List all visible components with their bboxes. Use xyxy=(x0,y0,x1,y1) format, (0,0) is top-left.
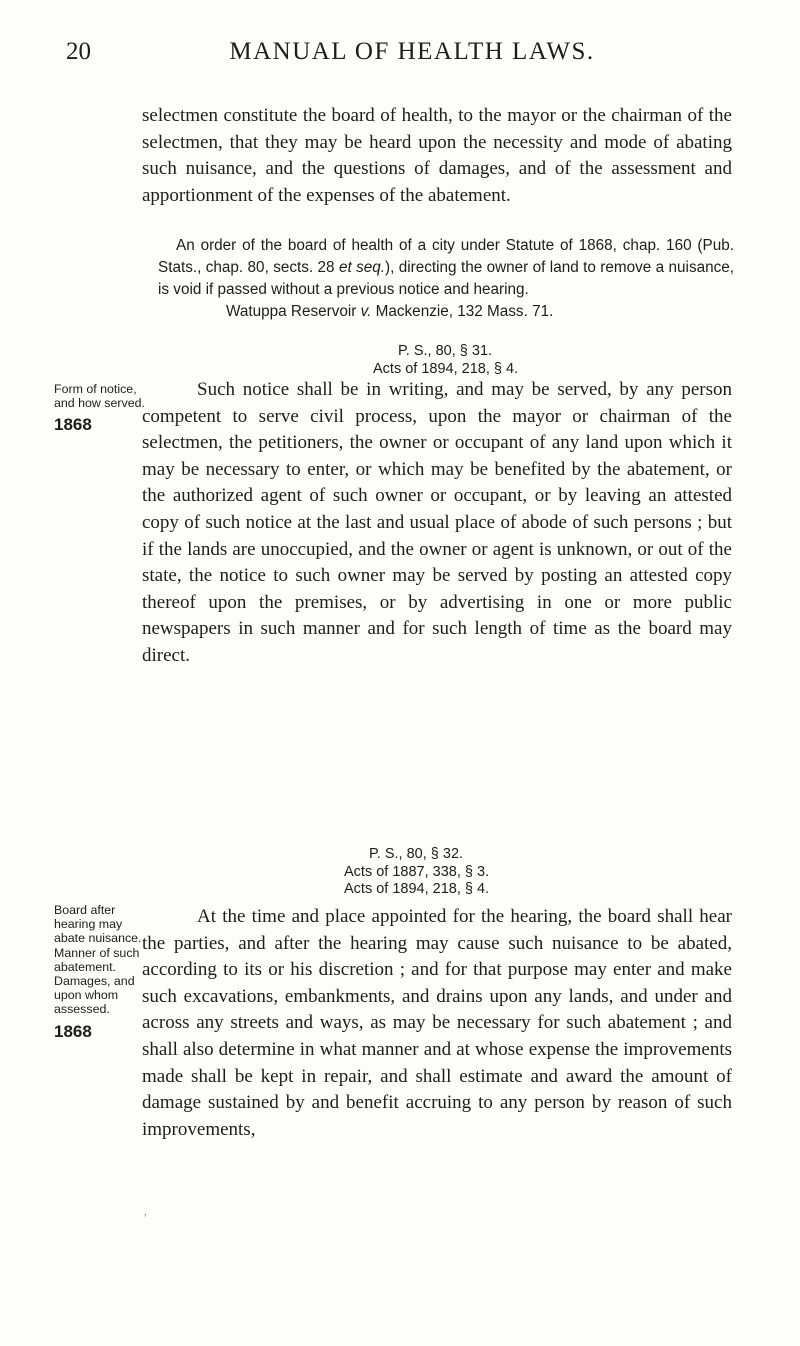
margin-note-line: hearing may xyxy=(54,917,123,932)
margin-note-year: 1868 xyxy=(54,415,92,435)
statute-citation-1 xyxy=(373,343,518,378)
margin-note-line: upon whom xyxy=(54,988,119,1003)
paragraph-notice: Such notice shall be in writing, and may be served, by any person competent to serve civil process, upon the mayor or chairman of the selectmen, the petitioners, the owner or occupant of any land upon which it may be necessary to enter, or which may be benefited by the abatement, or the authorized agent of such owner or occupant, or by leaving an attested copy of such notice at the last and usual place of abode of such persons ; but if the lands are unoccupied, and the owner or agent is unknown, or out of the state, the notice to such owner may be served by posting an attested copy thereof upon the premises, or by advertising in one or more public newspapers in such manner and for such length of time as the board may direct. xyxy=(142,379,732,666)
case-name-a: Watuppa Reservoir xyxy=(226,303,361,320)
running-head: MANUAL OF HEALTH LAWS. xyxy=(229,38,595,65)
margin-note-line: Manner of such xyxy=(54,945,140,960)
statute-citation-line: Acts of 1894, 218, § 4. xyxy=(344,881,490,897)
case-name-italic: v. xyxy=(360,303,372,320)
margin-note-line: abatement. xyxy=(54,959,116,974)
page-number: 20 xyxy=(66,38,91,65)
margin-note-line: Form of notice, xyxy=(54,382,137,396)
case-note xyxy=(158,235,734,301)
case-note-text-a: An order of the board of health of a city under Statute of 1868, chap. 160 (Pub. Stats., chap. 80, sects. 28 xyxy=(158,237,734,276)
statute-citation-line: P. S., 80, § 32. xyxy=(369,846,464,862)
statute-citation-2 xyxy=(344,846,489,899)
paragraph-hearing: At the time and place appointed for the hearing, the board shall hear the parties, and after the hearing may cause such nuisance to be abated, according to its or his discretion ; and for that purpose may enter and make such excavations, embankments, and drains upon any lands, and under and across any streets and ways, as may be necessary for such abatement ; and shall also determine in what manner and at whose expense the improvements made shall be kept in repair, and shall estimate and award the amount of damage sustained by and benefit accruing to any person by reason of such improvements, xyxy=(142,906,732,1140)
statute-citation-line: Acts of 1887, 338, § 3. xyxy=(344,863,490,880)
case-note-text-b: ), directing the owner of land to remove a nuisance, is void if passed without a previous notice and hearing. xyxy=(158,259,735,298)
margin-note-line: abate nuisance. xyxy=(54,931,142,946)
margin-note-line: Damages, and xyxy=(54,974,135,989)
statute-citation-line: P. S., 80, § 31. xyxy=(398,343,493,359)
page-header xyxy=(0,36,800,76)
margin-note-line: Board after xyxy=(54,903,116,917)
printer-mark: , xyxy=(144,1207,147,1218)
margin-note-year: 1868 xyxy=(54,1021,92,1041)
case-note-text-italic: et seq. xyxy=(338,259,386,276)
margin-note-board-after-hearing xyxy=(54,903,142,1043)
case-name-b: Mackenzie, 132 Mass. 71. xyxy=(371,303,554,320)
case-citation xyxy=(226,301,553,323)
margin-note-line: and how served. xyxy=(54,396,145,411)
paragraph-continuation: selectmen constitute the board of health, to the mayor or the chairman of the selectmen, that they may be heard upon the necessity and mode of abating such nuisance, and the questions of damages, and of the assessment and apportionment of the expenses of the abatement. xyxy=(142,105,732,206)
statute-citation-line: Acts of 1894, 218, § 4. xyxy=(373,360,519,377)
margin-note-line: assessed. xyxy=(54,1002,110,1017)
margin-note-form-of-notice xyxy=(54,382,145,436)
